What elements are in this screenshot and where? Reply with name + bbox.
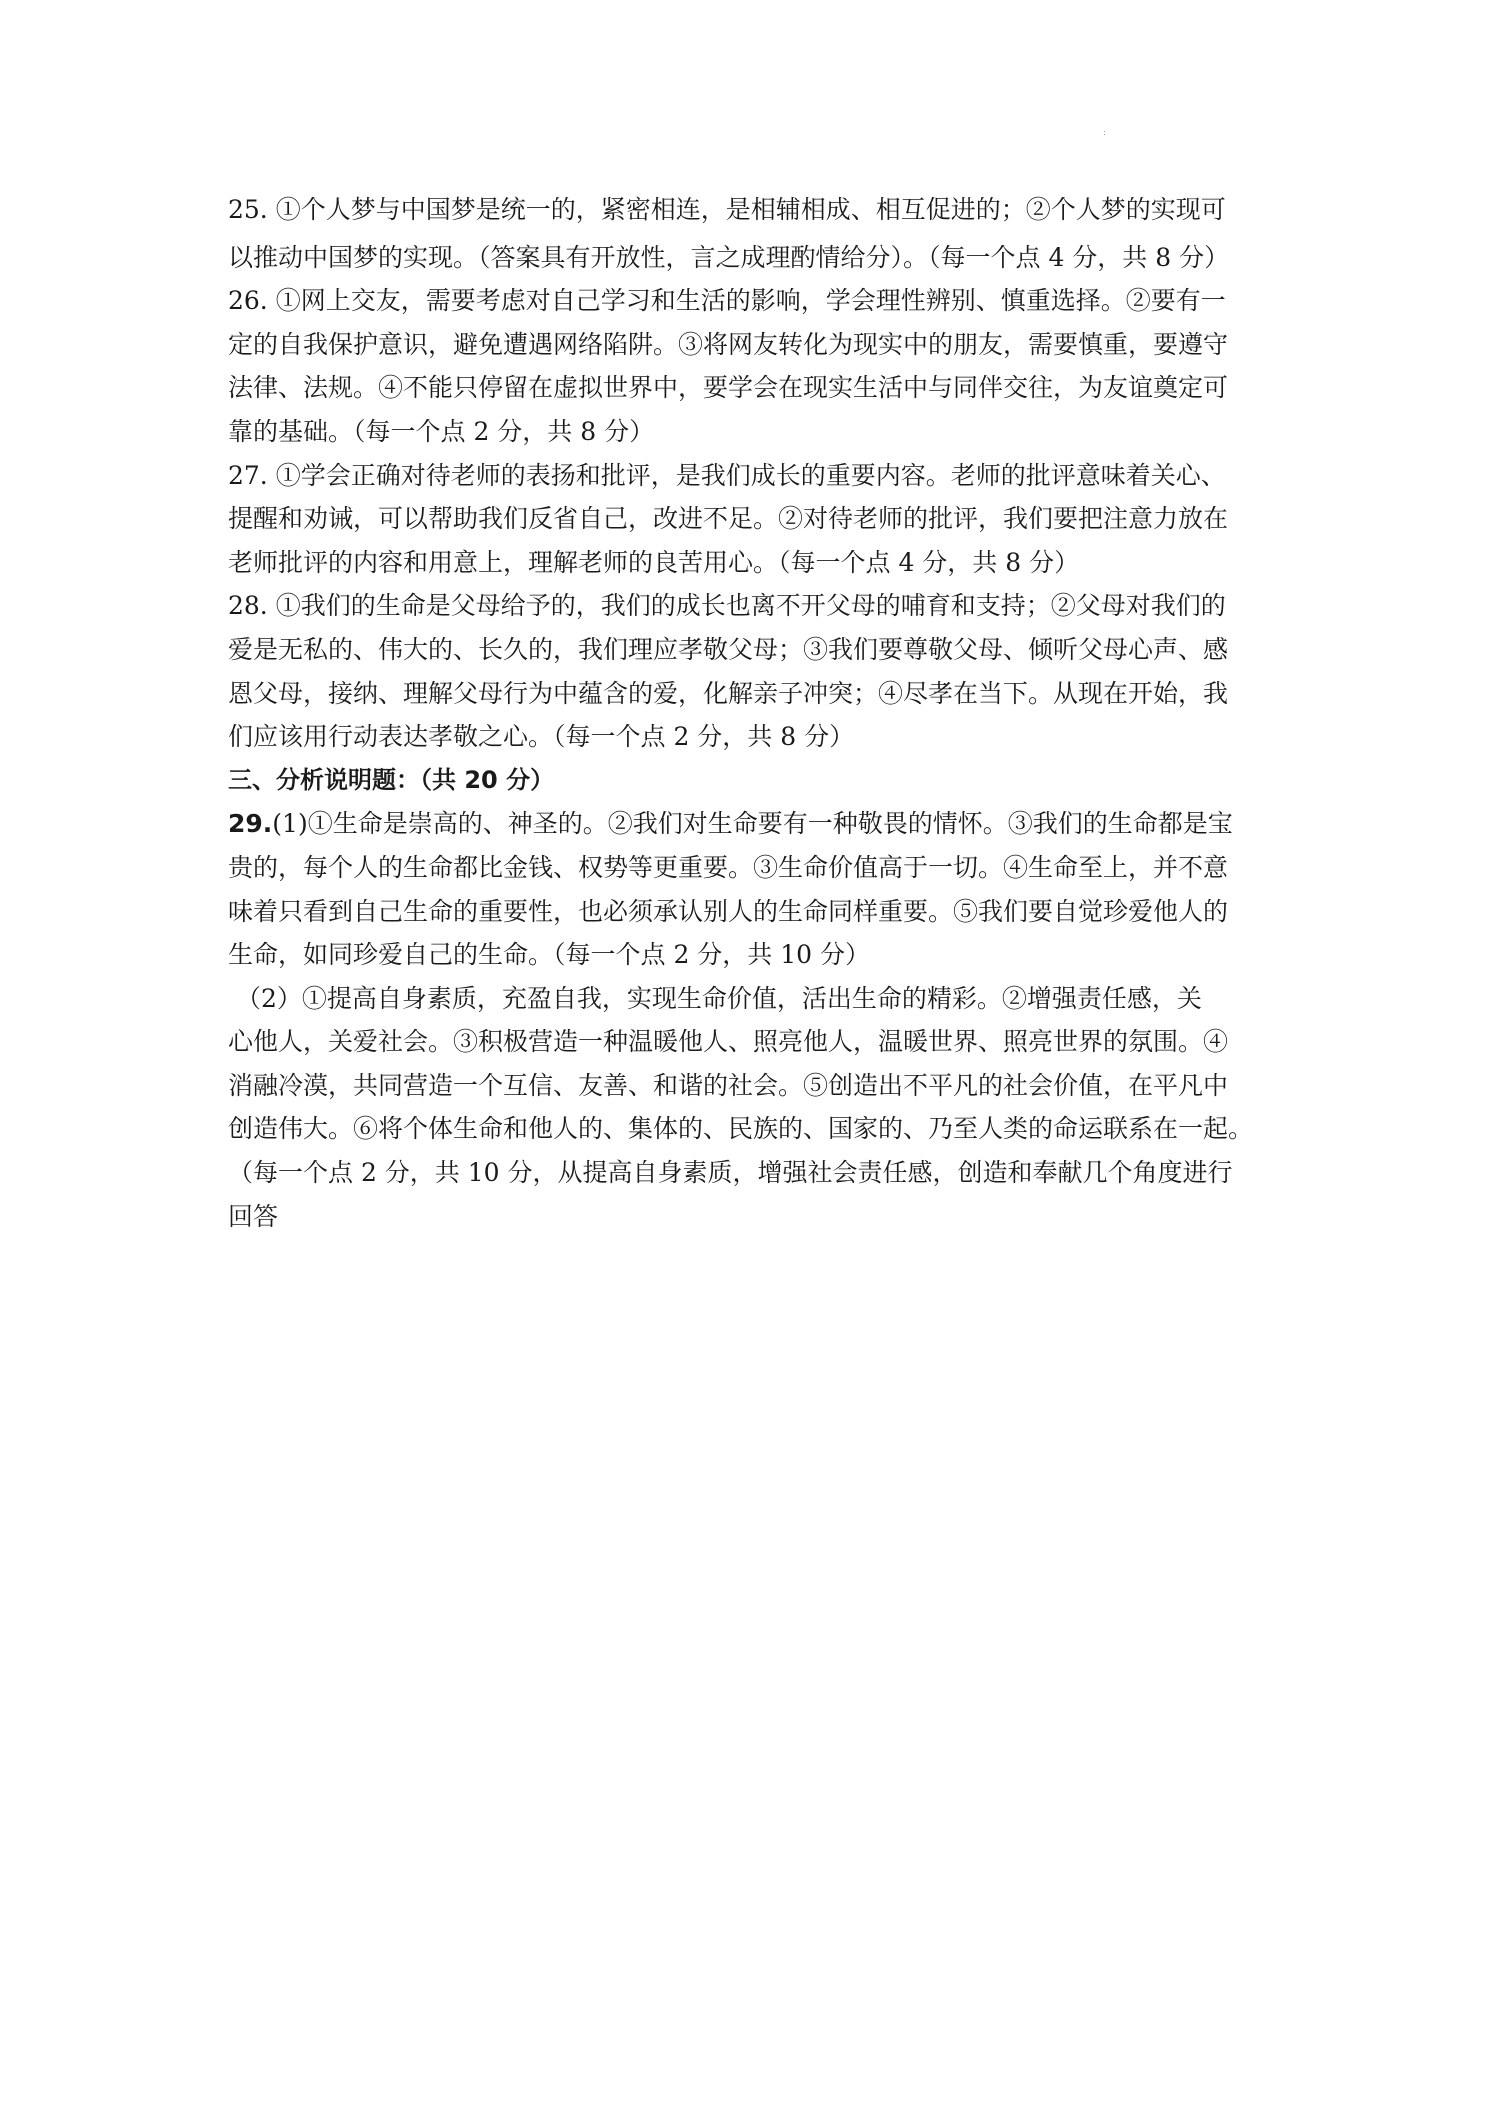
answer-27-line: 27. ①学会正确对待老师的表扬和批评，是我们成长的重要内容。老师的批评意味着关心、 (228, 460, 1226, 490)
answer-27 (228, 454, 1268, 585)
answer-page (228, 188, 1268, 1238)
answer-28-line: 们应该用行动表达孝敬之心。（每一个点 2 分，共 8 分） (228, 722, 855, 752)
answer-28 (228, 584, 1268, 758)
answer-29-part1-line: 生命，如同珍爱自己的生命。（每一个点 2 分，共 10 分） (228, 940, 871, 970)
answer-29-part2-line: （2）①提高自身素质，充盈自我，实现生命价值，活出生命的精彩。②增强责任感，关 (236, 983, 1202, 1013)
answer-26-line: 定的自我保护意识，避免遭遇网络陷阱。③将网友转化为现实中的朋友，需要慎重，要遵守 (228, 329, 1229, 359)
answer-29-first-line (228, 802, 1268, 846)
answer-25-line: 以推动中国梦的实现。（答案具有开放性，言之成理酌情给分）。（每一个点 4 分，共 8 分） (228, 242, 1230, 272)
answer-28-line: 28. ①我们的生命是父母给予的，我们的成长也离不开父母的哺育和支持；②父母对我们的 (228, 591, 1226, 621)
answer-29-first-line-text: (1)①生命是崇高的、神圣的。②我们对生命要有一种敬畏的情怀。③我们的生命都是宝 (272, 809, 1233, 839)
answer-29 (228, 802, 1268, 1238)
answer-29-part2-line: 消融冷漠，共同营造一个互信、友善、和谐的社会。⑤创造出不平凡的社会价值，在平凡中 (228, 1070, 1229, 1100)
answer-28-line: 爱是无私的、伟大的、长久的，我们理应孝敬父母；③我们要尊敬父母、倾听父母心声、感 (228, 634, 1229, 664)
answer-29-part2-line: 回答 (228, 1201, 279, 1231)
answer-29-part1-line: 味着只看到自己生命的重要性，也必须承认别人的生命同样重要。⑤我们要自觉珍爱他人的 (228, 896, 1229, 926)
answer-26-line: 靠的基础。（每一个点 2 分，共 8 分） (228, 416, 655, 446)
corner-mark: : (1103, 128, 1106, 137)
section-3-heading: 三、分析说明题：（共 20 分） (228, 765, 555, 794)
answer-26 (228, 279, 1268, 453)
answer-25-line: 25. ①个人梦与中国梦是统一的，紧密相连，是相辅相成、相互促进的；②个人梦的实现可 (228, 195, 1226, 224)
answer-28-line: 恩父母，接纳、理解父母行为中蕴含的爱，化解亲子冲突；④尽孝在当下。从现在开始，我 (228, 678, 1229, 708)
answer-26-line: 法律、法规。④不能只停留在虚拟世界中，要学会在现实生活中与同伴交往，为友谊奠定可 (228, 373, 1229, 403)
answer-27-line: 提醒和劝诫，可以帮助我们反省自己，改进不足。②对待老师的批评，我们要把注意力放在 (228, 504, 1229, 534)
answer-25 (228, 188, 1268, 279)
answer-29-part1-line: 贵的，每个人的生命都比金钱、权势等更重要。③生命价值高于一切。④生命至上，并不意 (228, 852, 1229, 882)
answer-29-number: 29. (228, 809, 273, 839)
answer-29-part2-line: 创造伟大。⑥将个体生命和他人的、集体的、民族的、国家的、乃至人类的命运联系在一起。 (228, 1114, 1254, 1144)
answer-29-part2-line: （每一个点 2 分，共 10 分，从提高自身素质，增强社会责任感，创造和奉献几个角度进行 (228, 1158, 1233, 1188)
answer-26-line: 26. ①网上交友，需要考虑对自己学习和生活的影响，学会理性辨别、慎重选择。②要有一 (228, 286, 1226, 316)
answer-29-part2-line: 心他人，关爱社会。③积极营造一种温暖他人、照亮他人，温暖世界、照亮世界的氛围。④ (228, 1027, 1229, 1057)
answer-27-line: 老师批评的内容和用意上，理解老师的良苦用心。（每一个点 4 分，共 8 分） (228, 547, 1080, 577)
